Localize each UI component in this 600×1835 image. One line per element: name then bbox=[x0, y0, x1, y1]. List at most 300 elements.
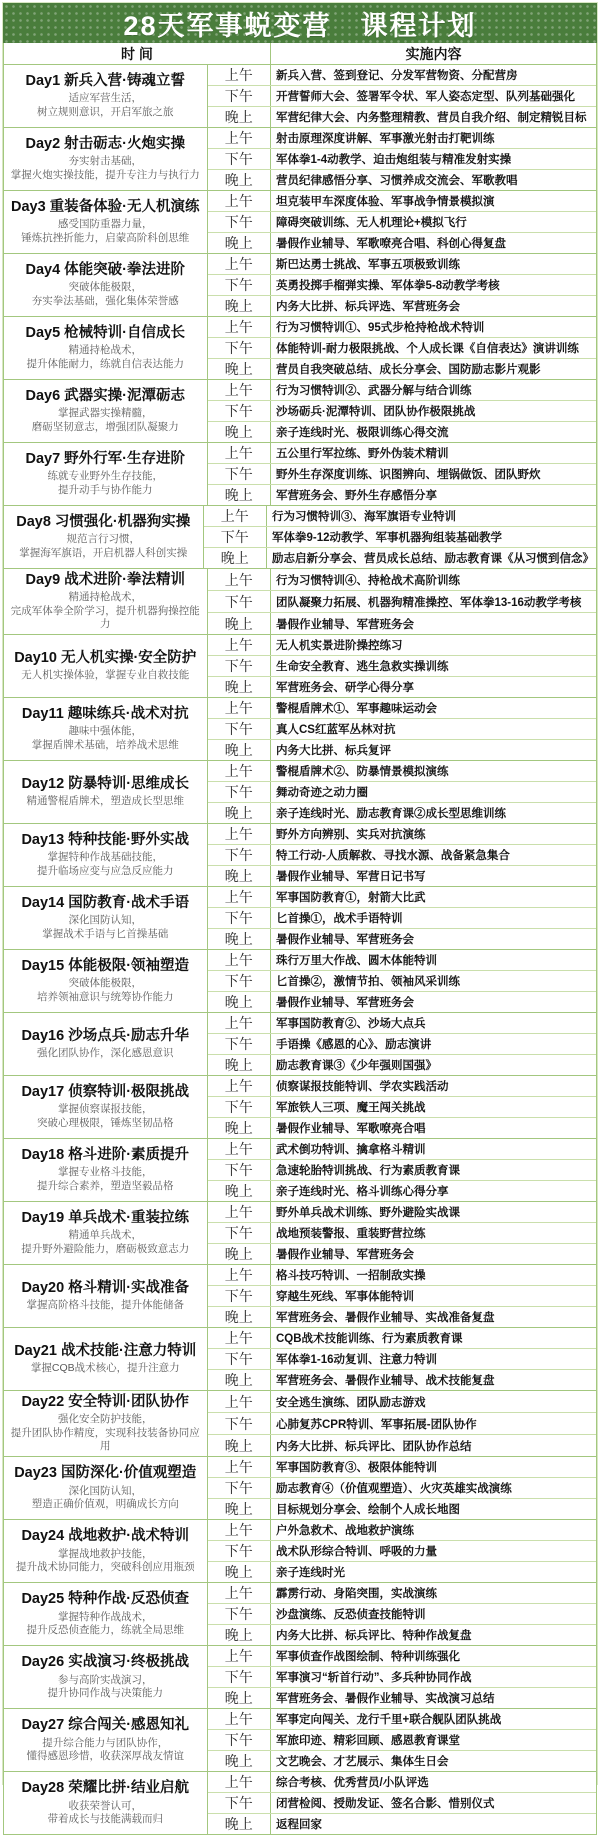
time-slot-label: 晚上 bbox=[208, 1499, 272, 1519]
day-block bbox=[4, 1391, 596, 1457]
time-slot-label: 下午 bbox=[208, 591, 272, 612]
day-cell bbox=[4, 1709, 208, 1771]
schedule-row bbox=[208, 149, 597, 170]
schedule-row bbox=[208, 1646, 597, 1667]
time-slot-label: 上午 bbox=[208, 128, 272, 148]
activity-content: 励志教育④（价值观塑造）、火灾英雄实战演练 bbox=[276, 1483, 512, 1496]
day-description-line: 掌握火炮实操技能，提升专注力与执行力 bbox=[10, 169, 200, 182]
schedule-row bbox=[208, 1435, 597, 1456]
day-cell bbox=[4, 1520, 208, 1582]
time-slot-label: 晚上 bbox=[208, 1688, 272, 1708]
activity-content: 珠行万里大作战、圆木体能特训 bbox=[276, 955, 437, 968]
time-slot-label: 晚上 bbox=[208, 803, 272, 823]
day-title: Day4 体能突破·拳法进阶 bbox=[25, 262, 186, 279]
activity-content: 内务大比拼、标兵评选、军营班务会 bbox=[276, 301, 460, 313]
schedule-row bbox=[204, 548, 597, 568]
schedule-row bbox=[208, 1181, 597, 1201]
day-description-line: 精通持枪战术， bbox=[68, 344, 142, 357]
day-description bbox=[37, 977, 174, 1004]
day-block bbox=[4, 1265, 596, 1328]
day-description-line: 提升综合素养，塑造坚毅品格 bbox=[37, 1180, 174, 1193]
day-block bbox=[4, 887, 596, 950]
day-description-line: 提升野外避险能力，磨砺极致意志力 bbox=[21, 1243, 190, 1256]
day-block bbox=[4, 635, 596, 698]
time-slot-label: 上午 bbox=[208, 1646, 272, 1666]
schedule-row bbox=[208, 1793, 597, 1814]
day-rows bbox=[208, 254, 597, 316]
day-cell bbox=[4, 761, 208, 823]
activity-content: 军事国防教育②、沙场大点兵 bbox=[276, 1018, 426, 1031]
activity-content: 武术倒功特训、擒拿格斗精训 bbox=[276, 1144, 426, 1157]
time-slot-label: 上午 bbox=[208, 1457, 272, 1477]
day-block bbox=[4, 1328, 596, 1391]
activity-content: 特工行动-人质解救、寻找水源、战备紧急集合 bbox=[276, 850, 510, 863]
schedule-row bbox=[208, 1097, 597, 1118]
day-description-line: 无人机实操体验，掌握专业自救技能 bbox=[21, 669, 190, 682]
activity-content: 军体拳1-16动复训、注意力特训 bbox=[276, 1354, 438, 1367]
schedule-row bbox=[208, 1562, 597, 1582]
activity-content: 警棍盾牌术①、军事趣味运动会 bbox=[276, 703, 437, 716]
day-rows bbox=[208, 761, 597, 823]
day-description-line: 掌握侦察谋报技能， bbox=[58, 1103, 153, 1116]
schedule-row bbox=[208, 1709, 597, 1730]
schedule-row bbox=[208, 569, 597, 591]
time-slot-label: 上午 bbox=[208, 1139, 272, 1159]
activity-content: 匕首操①，战术手语特训 bbox=[276, 913, 403, 926]
schedule-row bbox=[208, 1478, 597, 1499]
day-description bbox=[27, 795, 185, 809]
activity-content: 军营班务会、暑假作业辅导、战术技能复盘 bbox=[276, 1375, 495, 1388]
schedule-row bbox=[208, 782, 597, 803]
day-description-line: 提升战术协同能力，突破科创应用瓶颈 bbox=[16, 1561, 195, 1574]
day-description-line: 参与高阶实战演习， bbox=[58, 1673, 153, 1686]
activity-content: 亲子连线时光、格斗训练心得分享 bbox=[276, 1186, 449, 1199]
schedule-row bbox=[208, 1413, 597, 1435]
time-slot-label: 上午 bbox=[208, 950, 272, 970]
time-slot-label: 上午 bbox=[208, 1013, 272, 1033]
time-slot-label: 下午 bbox=[208, 1223, 272, 1243]
day-title: Day20 格斗精训·实战准备 bbox=[21, 1280, 190, 1297]
time-slot-label: 上午 bbox=[208, 1265, 272, 1285]
schedule-row bbox=[208, 359, 597, 379]
day-rows bbox=[208, 569, 597, 634]
day-title: Day11 趣味练兵·战术对抗 bbox=[21, 706, 189, 723]
activity-content: 内务大比拼、标兵评比、团队协作总结 bbox=[276, 1440, 472, 1453]
schedule-row bbox=[208, 191, 597, 212]
schedule-row bbox=[208, 656, 597, 677]
day-cell bbox=[4, 1265, 208, 1327]
activity-content: 营员纪律感悟分享、习惯养成交流会、军歌教唱 bbox=[276, 175, 518, 187]
day-description-line: 树立规则意识，开启军旅之旅 bbox=[37, 106, 174, 119]
activity-content: 斯巴达勇士挑战、军事五项极致训练 bbox=[276, 259, 460, 271]
day-rows bbox=[208, 191, 597, 253]
activity-content: 军营班务会、暑假作业辅导、实战演习总结 bbox=[276, 1693, 495, 1706]
time-slot-label: 下午 bbox=[208, 212, 272, 232]
day-title: Day19 单兵战术·重装拉练 bbox=[21, 1210, 190, 1227]
day-description bbox=[21, 218, 189, 245]
day-description bbox=[37, 851, 174, 878]
time-slot-label: 下午 bbox=[208, 719, 272, 739]
day-description bbox=[8, 591, 203, 632]
day-description-line: 趣味中强体能， bbox=[68, 725, 142, 738]
day-description-line: 掌握战术手语与匕首操基础 bbox=[42, 928, 169, 941]
activity-content: 暑假作业辅导、军营班务会 bbox=[276, 1249, 414, 1262]
activity-content: CQB战术技能训练、行为素质教育课 bbox=[276, 1333, 463, 1346]
activity-content: 返程回家 bbox=[276, 1819, 322, 1832]
time-slot-label: 下午 bbox=[208, 656, 272, 676]
time-slot-label: 下午 bbox=[208, 149, 272, 169]
schedule-row bbox=[208, 1583, 597, 1604]
day-block bbox=[4, 317, 596, 380]
schedule-row bbox=[208, 86, 597, 107]
day-cell bbox=[4, 317, 208, 379]
schedule-row bbox=[208, 971, 597, 992]
day-cell bbox=[4, 1076, 208, 1138]
day-cell bbox=[4, 1646, 208, 1708]
activity-content: 霹雳行动、身陷突围，实战演练 bbox=[276, 1588, 437, 1601]
day-block bbox=[4, 1520, 596, 1583]
day-rows bbox=[208, 887, 597, 949]
day-title: Day26 实战演习·终极挑战 bbox=[21, 1654, 190, 1671]
time-slot-label: 晚上 bbox=[208, 107, 272, 127]
day-cell bbox=[4, 1013, 208, 1075]
day-rows bbox=[208, 1520, 597, 1582]
schedule-row bbox=[208, 1328, 597, 1349]
day-description-line: 掌握专业格斗技能， bbox=[58, 1166, 153, 1179]
day-title: Day13 特种技能·野外实战 bbox=[21, 832, 190, 849]
day-title: Day22 安全特训·团队协作 bbox=[21, 1394, 190, 1411]
day-description-line: 夯实拳法基础，强化集体荣誉感 bbox=[31, 295, 179, 308]
time-slot-label: 晚上 bbox=[208, 613, 272, 634]
schedule-row bbox=[208, 1730, 597, 1751]
schedule-row bbox=[208, 635, 597, 656]
day-description bbox=[37, 1047, 174, 1061]
day-cell bbox=[4, 65, 208, 127]
time-slot-label: 上午 bbox=[208, 635, 272, 655]
day-title: Day21 战术技能·注意力特训 bbox=[14, 1343, 197, 1360]
day-cell bbox=[4, 1391, 208, 1456]
schedule-row bbox=[208, 338, 597, 359]
schedule-poster bbox=[2, 2, 598, 1833]
day-description bbox=[42, 914, 168, 941]
activity-content: 暑假作业辅导、军营班务会 bbox=[276, 934, 414, 947]
day-cell bbox=[4, 1457, 208, 1519]
day-description-line: 带着成长与技能满载而归 bbox=[47, 1813, 163, 1826]
schedule-row bbox=[208, 1013, 597, 1034]
time-slot-label: 上午 bbox=[208, 191, 272, 211]
schedule-row bbox=[208, 1625, 597, 1645]
day-description-line: 适应军营生活， bbox=[68, 92, 142, 105]
time-slot-label: 上午 bbox=[208, 1202, 272, 1222]
time-slot-label: 上午 bbox=[208, 1772, 272, 1792]
day-description-line: 懂得感恩珍惜，收获深厚战友情谊 bbox=[26, 1750, 184, 1763]
schedule-row bbox=[208, 1265, 597, 1286]
time-slot-label: 上午 bbox=[208, 1583, 272, 1603]
time-slot-label: 晚上 bbox=[208, 1181, 272, 1201]
time-slot-label: 晚上 bbox=[208, 1370, 272, 1390]
day-description-line: 完成军体拳全阶学习，提升机器狗操控能力 bbox=[10, 604, 200, 631]
activity-content: 坦克装甲车深度体验、军事战争情景模拟演 bbox=[276, 196, 495, 208]
activity-content: 手语操《感恩的心》、励志演讲 bbox=[276, 1039, 432, 1052]
day-description-line: 精通单兵战术， bbox=[68, 1229, 142, 1242]
schedule-row bbox=[208, 1349, 597, 1370]
time-slot-label: 下午 bbox=[208, 908, 272, 928]
activity-content: 军事国防教育③、极限体能特训 bbox=[276, 1462, 437, 1475]
day-description-line: 塑造正确价值观，明确成长方向 bbox=[31, 1498, 179, 1511]
schedule-table bbox=[3, 43, 597, 1835]
activity-content: 亲子连线时光、极限训练心得交流 bbox=[276, 427, 449, 439]
day-rows bbox=[208, 1328, 597, 1390]
day-description-line: 感受国防重器力量， bbox=[58, 218, 153, 231]
day-cell bbox=[4, 191, 208, 253]
schedule-row bbox=[208, 1139, 597, 1160]
day-cell bbox=[4, 254, 208, 316]
activity-content: 野外单兵战术训练、野外避险实战课 bbox=[276, 1207, 460, 1220]
time-slot-label: 晚上 bbox=[208, 422, 272, 442]
day-rows bbox=[208, 443, 597, 505]
day-cell bbox=[4, 569, 208, 634]
activity-content: 军事定向闯关、龙行千里+联合舰队团队挑战 bbox=[276, 1714, 502, 1727]
day-description bbox=[11, 155, 200, 182]
day-description-line: 规范言行习惯， bbox=[66, 533, 140, 546]
day-description bbox=[37, 92, 174, 119]
activity-content: 行为习惯特训④、持枪战术高阶训练 bbox=[276, 574, 460, 587]
day-cell bbox=[4, 698, 208, 760]
schedule-row bbox=[208, 128, 597, 149]
day-cell bbox=[4, 506, 204, 568]
day-description-line: 提升反恐侦查能力，练就全局思维 bbox=[26, 1624, 184, 1637]
time-slot-label: 下午 bbox=[208, 1541, 272, 1561]
schedule-row bbox=[208, 254, 597, 275]
time-slot-label: 晚上 bbox=[208, 866, 272, 886]
activity-content: 暑假作业辅导、军歌嘹亮合唱 bbox=[276, 1123, 426, 1136]
day-rows bbox=[208, 1583, 597, 1645]
day-description-line: 突破体能极限， bbox=[68, 977, 142, 990]
day-description bbox=[27, 1299, 185, 1313]
day-description bbox=[32, 407, 179, 434]
schedule-row bbox=[208, 1286, 597, 1307]
schedule-row bbox=[208, 1772, 597, 1793]
activity-content: 战地预装警报、重装野营拉练 bbox=[276, 1228, 426, 1241]
time-slot-label: 下午 bbox=[208, 86, 272, 106]
schedule-row bbox=[208, 866, 597, 886]
day-block bbox=[4, 380, 596, 443]
activity-content: 闭营检阅、授勋发证、签名合影、惜别仪式 bbox=[276, 1798, 495, 1811]
day-block bbox=[4, 1583, 596, 1646]
activity-content: 行为习惯特训②、武器分解与结合训练 bbox=[276, 385, 472, 397]
time-slot-label: 下午 bbox=[208, 845, 272, 865]
day-title: Day16 沙场点兵·励志升华 bbox=[21, 1028, 190, 1045]
day-block bbox=[4, 761, 596, 824]
schedule-row bbox=[208, 677, 597, 697]
schedule-row bbox=[208, 1520, 597, 1541]
day-description-line: 突破体能极限， bbox=[68, 281, 142, 294]
time-slot-label: 晚上 bbox=[208, 170, 272, 190]
activity-content: 军体拳9-12动教学、军事机器狗组装基础教学 bbox=[272, 532, 503, 544]
day-description-line: 磨砺坚韧意志，增强团队凝聚力 bbox=[31, 421, 179, 434]
activity-content: 军事国防教育①，射箭大比武 bbox=[276, 892, 426, 905]
day-rows bbox=[208, 1391, 597, 1456]
day-description-line: 提升临场应变与应急反应能力 bbox=[37, 865, 174, 878]
day-rows bbox=[208, 1646, 597, 1708]
time-slot-label: 晚上 bbox=[208, 1307, 272, 1327]
day-rows bbox=[208, 1457, 597, 1519]
schedule-row bbox=[208, 1307, 597, 1327]
activity-content: 综合考核、优秀营员/小队评选 bbox=[276, 1777, 429, 1790]
day-description-line: 精通警棍盾牌术，塑造成长型思维 bbox=[26, 795, 184, 808]
schedule-row bbox=[208, 107, 597, 127]
day-rows bbox=[208, 1013, 597, 1075]
schedule-row bbox=[208, 929, 597, 949]
day-cell bbox=[4, 887, 208, 949]
schedule-row bbox=[208, 719, 597, 740]
day-block bbox=[4, 950, 596, 1013]
time-slot-label: 上午 bbox=[208, 443, 272, 463]
activity-content: 军营班务会、研学心得分享 bbox=[276, 682, 414, 695]
activity-content: 野外方向辨别、实兵对抗演练 bbox=[276, 829, 426, 842]
time-slot-label: 下午 bbox=[204, 527, 268, 547]
day-cell bbox=[4, 1139, 208, 1201]
activity-content: 沙场砺兵·泥潭特训、团队协作极限挑战 bbox=[276, 406, 476, 418]
time-slot-label: 上午 bbox=[208, 887, 272, 907]
table-body bbox=[4, 65, 596, 1834]
time-slot-label: 晚上 bbox=[208, 740, 272, 760]
time-slot-label: 上午 bbox=[208, 1391, 272, 1412]
day-block bbox=[4, 506, 596, 569]
schedule-row bbox=[208, 464, 597, 485]
activity-content: 营员自我突破总结、成长分享会、国防励志影片观影 bbox=[276, 364, 541, 376]
schedule-row bbox=[208, 1604, 597, 1625]
day-description bbox=[32, 1485, 179, 1512]
day-block bbox=[4, 1076, 596, 1139]
day-description-line: 深化国防认知， bbox=[68, 1484, 142, 1497]
activity-content: 亲子连线时光、励志教育课②成长型思维训练 bbox=[276, 808, 506, 821]
time-slot-label: 下午 bbox=[208, 1413, 272, 1434]
time-slot-label: 下午 bbox=[208, 275, 272, 295]
day-title: Day23 国防深化·价值观塑造 bbox=[14, 1465, 197, 1482]
day-title: Day7 野外行军·生存进阶 bbox=[25, 451, 186, 468]
page-title: 28天军事蜕变营 课程计划 bbox=[3, 3, 597, 43]
time-slot-label: 晚上 bbox=[208, 1118, 272, 1138]
day-title: Day28 荣耀比拼·结业启航 bbox=[21, 1780, 190, 1797]
schedule-row bbox=[208, 887, 597, 908]
time-slot-label: 晚上 bbox=[204, 548, 268, 568]
schedule-row bbox=[208, 275, 597, 296]
day-description-line: 掌握盾牌术基础，培养战术思维 bbox=[31, 739, 179, 752]
time-slot-label: 晚上 bbox=[208, 1751, 272, 1771]
activity-content: 生命安全教育、逃生急救实操训练 bbox=[276, 661, 449, 674]
day-block bbox=[4, 254, 596, 317]
day-title: Day6 武器实操·泥潭砺志 bbox=[25, 388, 186, 405]
schedule-row bbox=[208, 845, 597, 866]
day-description-line: 深化国防认知， bbox=[68, 914, 142, 927]
time-slot-label: 上午 bbox=[208, 1328, 272, 1348]
time-slot-label: 下午 bbox=[208, 338, 272, 358]
day-rows bbox=[208, 1265, 597, 1327]
activity-content: 暑假作业辅导、军营日记书写 bbox=[276, 871, 426, 884]
day-block bbox=[4, 1457, 596, 1520]
schedule-row bbox=[208, 1688, 597, 1708]
time-slot-label: 下午 bbox=[208, 971, 272, 991]
day-description bbox=[16, 1548, 195, 1575]
day-description-line: 锤炼抗挫折能力，启蒙高阶科创思维 bbox=[21, 232, 190, 245]
schedule-row bbox=[208, 1457, 597, 1478]
day-title: Day1 新兵入营·铸魂立誓 bbox=[25, 73, 186, 90]
day-description-line: 掌握武器实操精髓， bbox=[58, 407, 153, 420]
schedule-row bbox=[208, 212, 597, 233]
day-description-line: 掌握战地救护技能， bbox=[58, 1547, 153, 1560]
activity-content: 军旅印迹、精彩回顾、感恩教育课堂 bbox=[276, 1735, 460, 1748]
schedule-row bbox=[208, 950, 597, 971]
day-cell bbox=[4, 1202, 208, 1264]
time-slot-label: 晚上 bbox=[208, 359, 272, 379]
time-slot-label: 下午 bbox=[208, 401, 272, 421]
day-title: Day10 无人机实操·安全防护 bbox=[14, 650, 197, 667]
day-cell bbox=[4, 1772, 208, 1834]
activity-content: 五公里行军拉练、野外伪装术精训 bbox=[276, 448, 449, 460]
activity-content: 励志教育课③《少年强则国强》 bbox=[276, 1060, 437, 1073]
activity-content: 沙盘演练、反恐侦查技能特训 bbox=[276, 1609, 426, 1622]
column-header-time: 时 间 bbox=[4, 43, 271, 64]
activity-content: 暑假作业辅导、军营班务会 bbox=[276, 997, 414, 1010]
time-slot-label: 下午 bbox=[208, 1160, 272, 1180]
day-rows bbox=[208, 950, 597, 1012]
activity-content: 军旅铁人三项、魔王闯关挑战 bbox=[276, 1102, 426, 1115]
day-description bbox=[27, 1611, 185, 1638]
time-slot-label: 下午 bbox=[208, 1604, 272, 1624]
time-slot-label: 上午 bbox=[204, 506, 268, 526]
day-rows bbox=[208, 1772, 597, 1834]
activity-content: 团队凝聚力拓展、机器狗精准操控、军体拳13-16动教学考核 bbox=[276, 596, 582, 609]
day-title: Day3 重装备体验·无人机演练 bbox=[10, 199, 200, 216]
schedule-row bbox=[208, 613, 597, 634]
day-rows bbox=[208, 317, 597, 379]
time-slot-label: 晚上 bbox=[208, 1625, 272, 1645]
day-block bbox=[4, 569, 596, 635]
day-title: Day24 战地救护·战术特训 bbox=[21, 1528, 190, 1545]
day-cell bbox=[4, 1328, 208, 1390]
day-description bbox=[32, 725, 179, 752]
day-block bbox=[4, 1013, 596, 1076]
time-slot-label: 下午 bbox=[208, 1730, 272, 1750]
activity-content: 军营班务会、野外生存感悟分享 bbox=[276, 490, 437, 502]
activity-content: 行为习惯特训③、海军旗语专业特训 bbox=[272, 511, 456, 523]
schedule-row bbox=[208, 1814, 597, 1834]
time-slot-label: 晚上 bbox=[208, 1055, 272, 1075]
table-header-row bbox=[4, 43, 596, 65]
day-description bbox=[19, 533, 187, 560]
time-slot-label: 下午 bbox=[208, 1793, 272, 1813]
schedule-row bbox=[208, 1076, 597, 1097]
activity-content: 体能特训-耐力极限挑战、个人成长课《自信表达》演讲训练 bbox=[276, 343, 579, 355]
day-cell bbox=[4, 380, 208, 442]
schedule-row bbox=[208, 317, 597, 338]
day-block bbox=[4, 698, 596, 761]
time-slot-label: 晚上 bbox=[208, 992, 272, 1012]
activity-content: 新兵入营、签到登记、分发军营物资、分配营房 bbox=[276, 70, 518, 82]
activity-content: 内务大比拼、标兵复评 bbox=[276, 745, 391, 758]
schedule-row bbox=[208, 1160, 597, 1181]
schedule-row bbox=[208, 1667, 597, 1688]
day-description bbox=[37, 1166, 174, 1193]
activity-content: 开营誓师大会、签署军令状、军人姿态定型、队列基础强化 bbox=[276, 91, 575, 103]
day-description bbox=[48, 1674, 164, 1701]
day-description-line: 收获荣誉认可， bbox=[68, 1799, 142, 1812]
activity-content: 亲子连线时光 bbox=[276, 1567, 345, 1580]
activity-content: 军营班务会、暑假作业辅导、实战准备复盘 bbox=[276, 1312, 495, 1325]
activity-content: 警棍盾牌术②、防暴情景模拟演练 bbox=[276, 766, 449, 779]
activity-content: 文艺晚会、才艺展示、集体生日会 bbox=[276, 1756, 449, 1769]
